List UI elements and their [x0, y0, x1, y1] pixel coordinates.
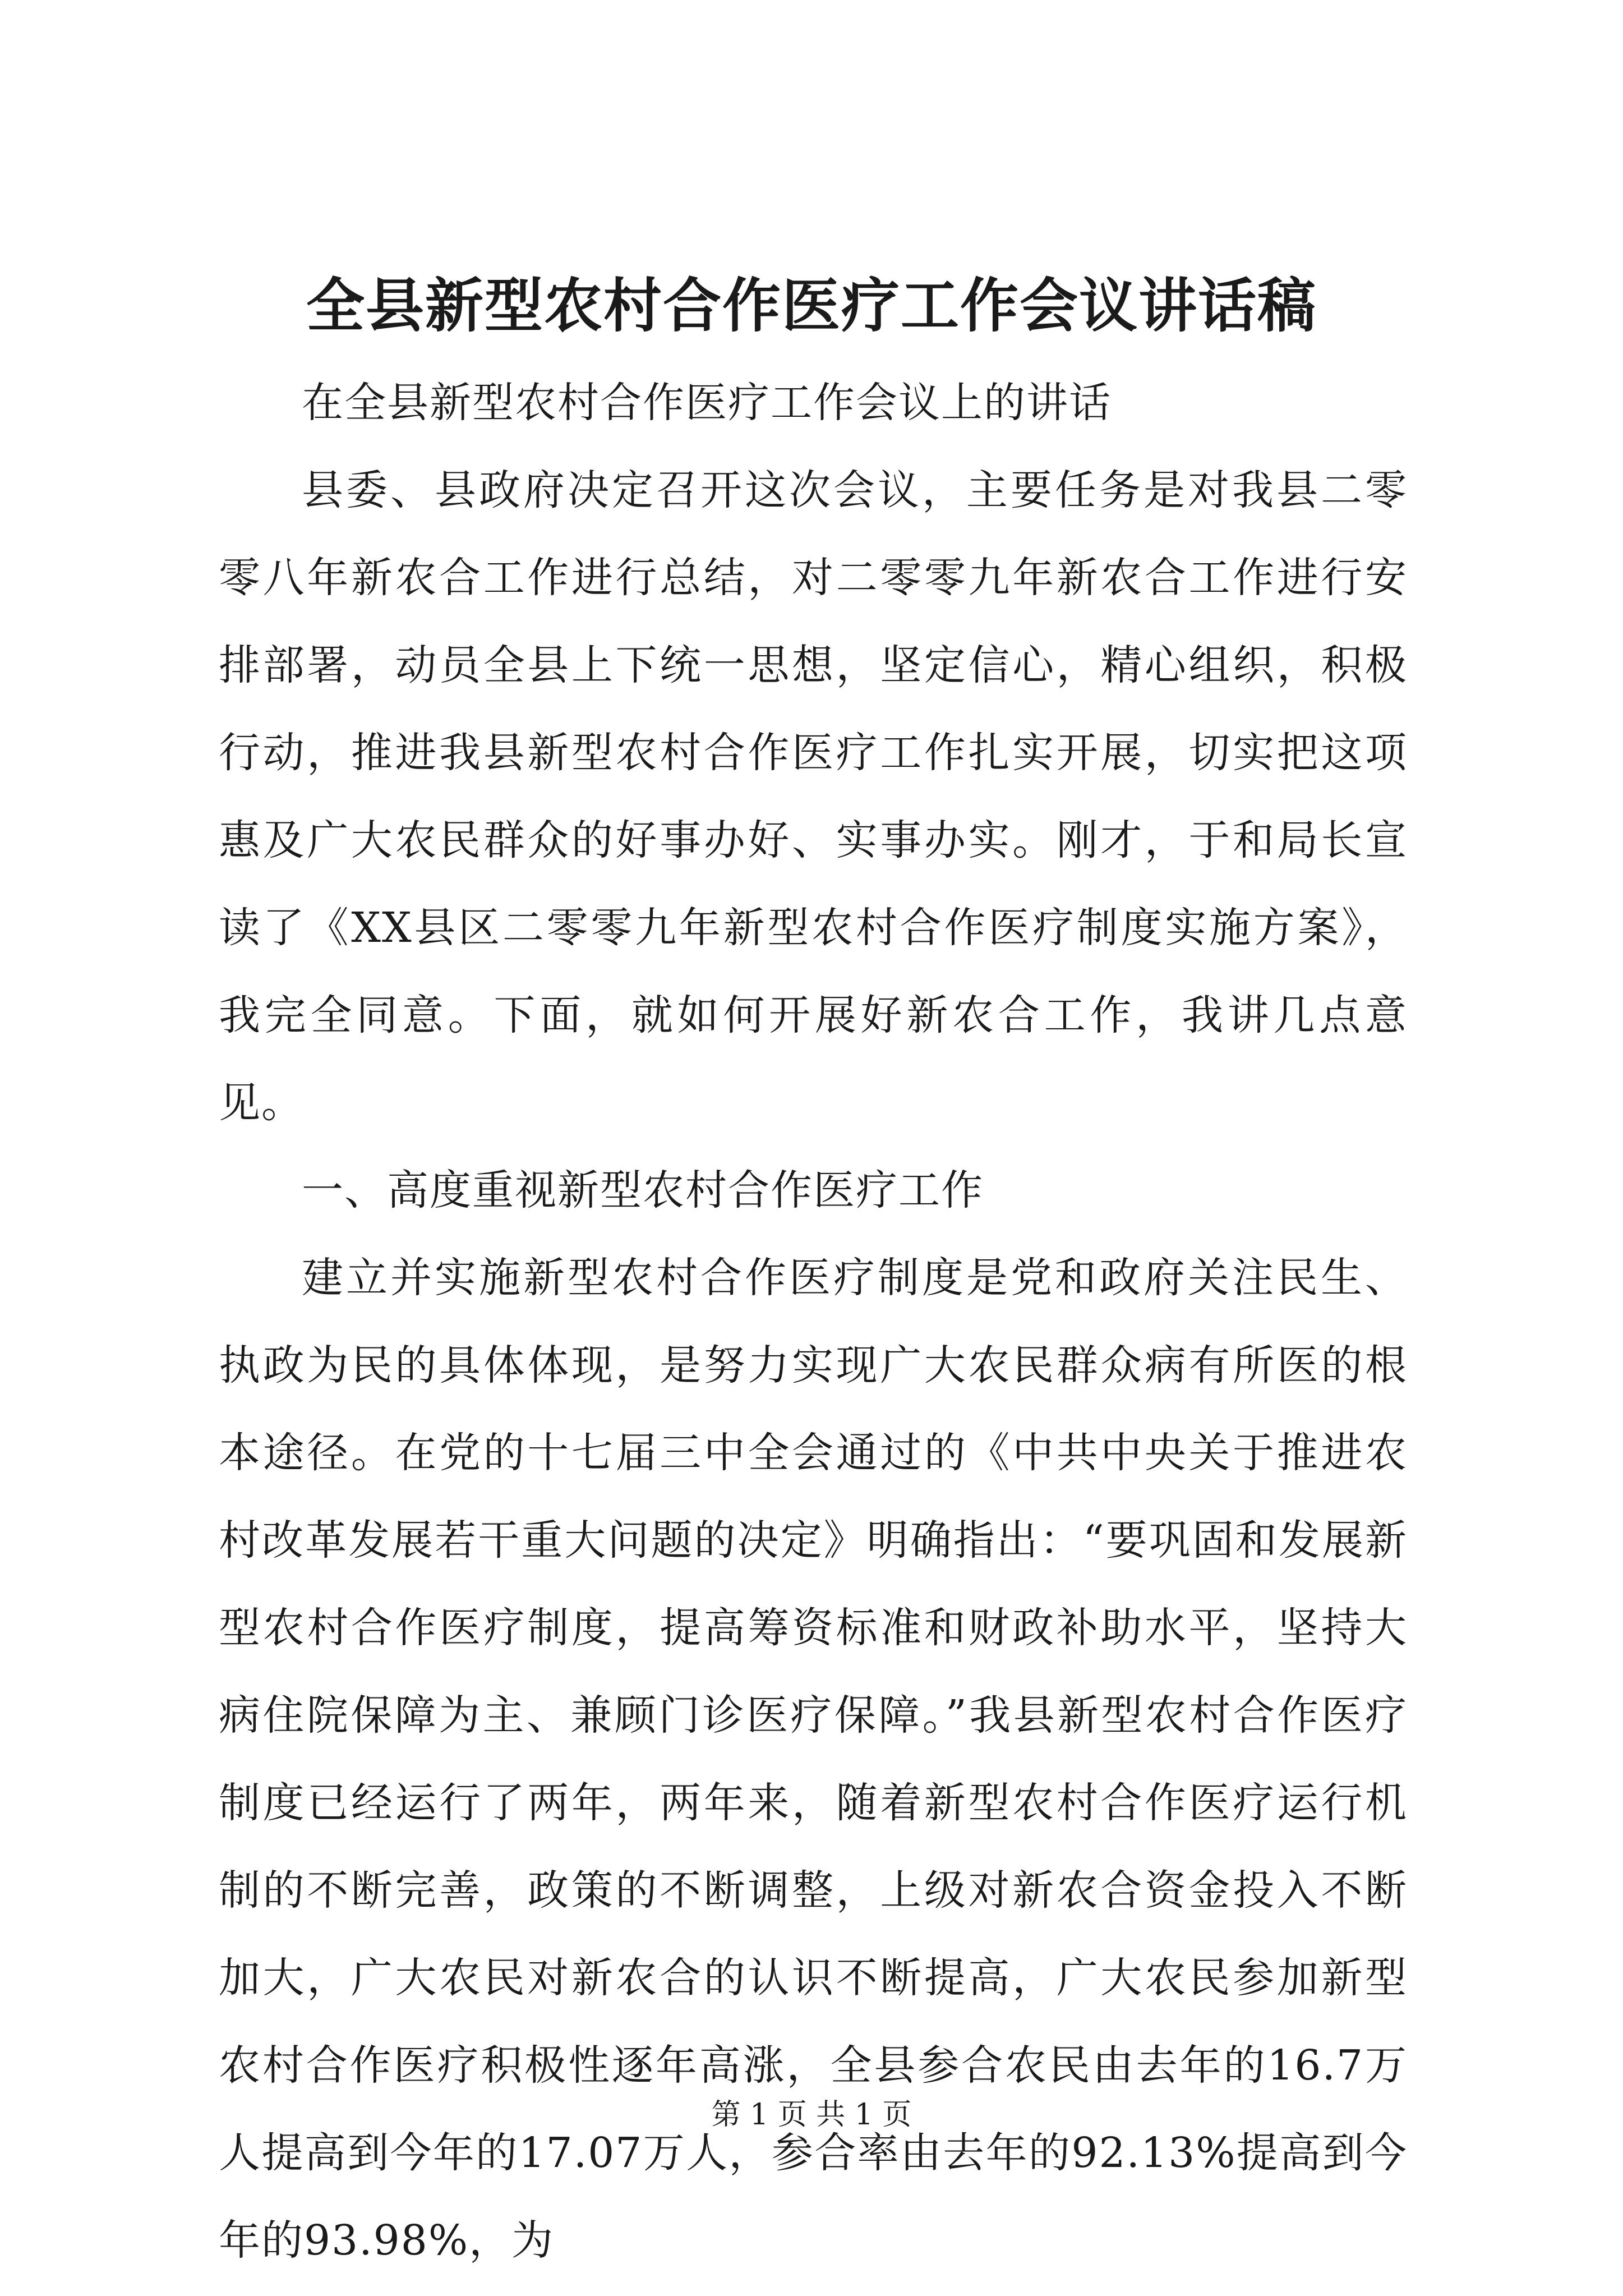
paragraph-section-1: 建立并实施新型农村合作医疗制度是党和政府关注民生、执政为民的具体体现，是努力实现广大农民群众病有所医的根本途径。在党的十七届三中全会通过的《中共中央关于推进农村改革发展若干重大问题的决定》明确指出：“要巩固和发展新型农村合作医疗制度，提高筹资标准和财政补助水平，坚持大病住院保障为主、兼顾门诊医疗保障。”我县新型农村合作医疗制度已经运行了两年，两年来，随着新型农村合作医疗运行机制的不断完善，政策的不断调整，上级对新农合资金投入不断加大，广大农民对新农合的认识不断提高，广大农民参加新型农村合作医疗积极性逐年高涨，全县参合农民由去年的16.7万人提高到今年的17.07万人，参合率由去年的92.13%提高到今年的93.98%，为: [219, 1254, 1408, 2265]
page-number-label: 第 1 页 共 1 页: [711, 2098, 912, 2132]
document-body: [219, 359, 1408, 2284]
speech-subtitle: 在全县新型农村合作医疗工作会议上的讲话: [302, 379, 1112, 427]
page-footer: [0, 2095, 1623, 2134]
section-heading-1: 一、高度重视新型农村合作医疗工作: [302, 1166, 984, 1214]
paragraph-intro: 县委、县政府决定召开这次会议，主要任务是对我县二零零八年新农合工作进行总结，对二零零九年新农合工作进行安排部署，动员全县上下统一思想，坚定信心，精心组织，积极行动，推进我县新型农村合作医疗工作扎实开展，切实把这项惠及广大农民群众的好事办好、实事办实。刚才，于和局长宣读了《XX县区二零零九年新型农村合作医疗制度实施方案》，我完全同意。下面，就如何开展好新农合工作，我讲几点意见。: [219, 466, 1408, 1127]
document-title: 全县新型农村合作医疗工作会议讲话稿: [306, 271, 1317, 340]
